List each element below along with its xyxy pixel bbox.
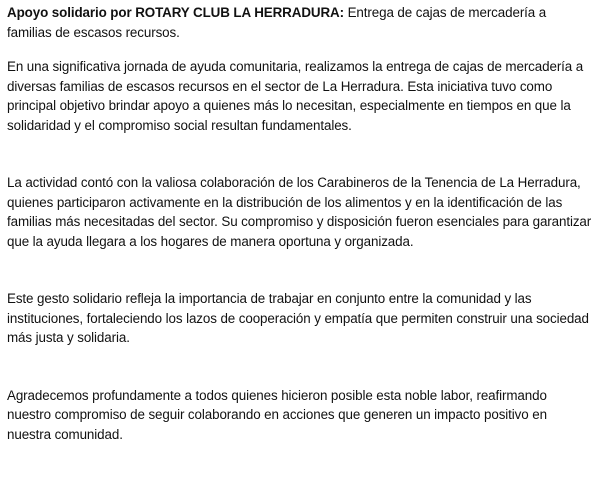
paragraph-reflection: Este gesto solidario refleja la importancia de trabajar en conjunto entre la comunidad y las instituciones, fortaleciendo los lazos de cooperación y empatía que permiten construir una sociedad más justa y solidaria. [7,291,589,345]
paragraph-collaboration: La actividad contó con la valiosa colaboración de los Carabineros de la Tenencia de La Herradura, quienes participaron activamente en la distribución de los alimentos y en la identificación de las familias más necesitadas del sector. Su compromiso y disposición fueron esenciales para garantizar que la ayuda llegara a los hogares de manera oportuna y organizada. [7,175,592,249]
headline-rest: Entrega de cajas de mercadería a familias de escasos recursos. [7,5,547,40]
document-body [7,3,593,444]
headline [7,3,593,42]
paragraph-intro: En una significativa jornada de ayuda comunitaria, realizamos la entrega de cajas de mercadería a diversas familias de escasos recursos en el sector de La Herradura. Esta iniciativa tuvo como principal objetivo brindar apoyo a quienes más lo necesitan, especialmente en tiempos en que la solidaridad y el compromiso social resultan fundamentales. [7,59,584,133]
headline-bold: Apoyo solidario por ROTARY CLUB LA HERRADURA: [7,5,344,20]
paragraph-thanks: Agradecemos profundamente a todos quienes hicieron posible esta noble labor, reafirmando nuestro compromiso de seguir colaborando en acciones que generen un impacto positivo en nuestra comunidad. [7,387,547,442]
